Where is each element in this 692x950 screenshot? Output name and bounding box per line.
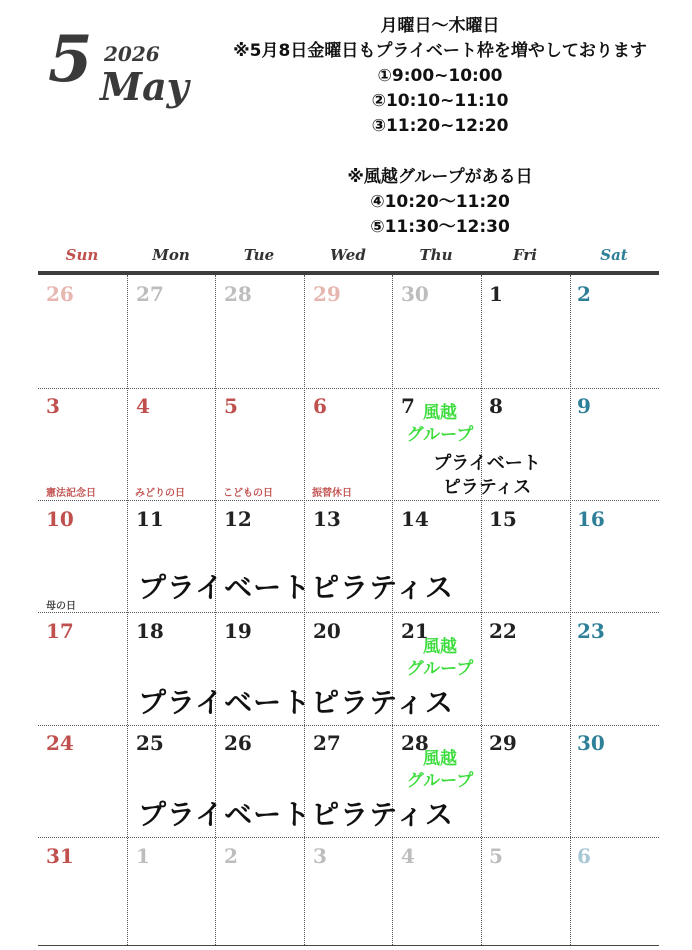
group-event-may-28[interactable] (400, 748, 480, 792)
schedule-notice (180, 14, 692, 240)
day-cell-may-25[interactable]: 25 (136, 731, 164, 755)
day-cell-may-14[interactable]: 14 (401, 507, 429, 531)
notice-line: ※風越グループがある日 (347, 167, 533, 187)
day-cell-may-9[interactable]: 9 (577, 394, 591, 418)
weekday-fri: Fri (513, 246, 537, 264)
grid-line (38, 837, 659, 838)
month-number: 5 (48, 22, 93, 97)
weekday-tue: Tue (243, 246, 275, 264)
private-event-band-week4[interactable]: プライベートピラティス (138, 686, 454, 719)
group-event-label: グループ (406, 425, 474, 445)
day-cell-may-27[interactable]: 27 (313, 731, 341, 755)
day-cell-may-6[interactable]: 6 (313, 394, 327, 418)
day-cell-may-7[interactable]: 7 (401, 394, 415, 418)
group-event-label: グループ (406, 771, 474, 791)
grid-line (304, 275, 305, 945)
day-cell-may-26[interactable]: 26 (224, 731, 252, 755)
grid-line (570, 275, 571, 945)
group-event-may-7[interactable] (400, 402, 480, 446)
day-cell-may-21[interactable]: 21 (401, 619, 429, 643)
day-cell-may-31[interactable]: 31 (46, 844, 74, 868)
day-cell-jun-1[interactable]: 1 (136, 844, 150, 868)
day-cell-jun-4[interactable]: 4 (401, 844, 415, 868)
grid-line (215, 275, 216, 945)
day-cell-may-3[interactable]: 3 (46, 394, 60, 418)
day-cell-may-15[interactable]: 15 (489, 507, 517, 531)
day-cell-may-24[interactable]: 24 (46, 731, 74, 755)
private-event-may-8[interactable] (418, 452, 556, 500)
year-label: 2026 (104, 42, 160, 66)
day-cell-may-8[interactable]: 8 (489, 394, 503, 418)
day-cell-apr-29[interactable]: 29 (313, 282, 341, 306)
weekday-wed: Wed (330, 246, 366, 264)
grid-line (127, 275, 128, 945)
holiday-label: 憲法記念日 (46, 488, 96, 499)
day-cell-may-11[interactable]: 11 (136, 507, 164, 531)
grid-line (392, 275, 393, 945)
day-cell-may-17[interactable]: 17 (46, 619, 74, 643)
day-cell-may-18[interactable]: 18 (136, 619, 164, 643)
day-cell-may-2[interactable]: 2 (577, 282, 591, 306)
group-event-label: 風越 (423, 403, 457, 423)
header-divider (38, 271, 659, 275)
day-cell-may-20[interactable]: 20 (313, 619, 341, 643)
day-cell-jun-2[interactable]: 2 (224, 844, 238, 868)
notice-line: 月曜日〜木曜日 (380, 16, 500, 36)
grid-line (38, 388, 659, 389)
grid-line (38, 612, 659, 613)
holiday-label: みどりの日 (135, 488, 185, 499)
day-cell-may-12[interactable]: 12 (224, 507, 252, 531)
group-event-label: グループ (406, 659, 474, 679)
group-event-may-21[interactable] (400, 636, 480, 680)
holiday-label: 母の日 (46, 601, 76, 612)
day-cell-jun-6[interactable]: 6 (577, 844, 591, 868)
notice-line: ①9:00~10:00 (377, 66, 503, 86)
day-cell-may-22[interactable]: 22 (489, 619, 517, 643)
grid-line (38, 725, 659, 726)
grid-line (38, 500, 659, 501)
notice-line: ※5月8日金曜日もプライベート枠を増やしております (233, 41, 647, 61)
day-cell-may-16[interactable]: 16 (577, 507, 605, 531)
day-cell-may-29[interactable]: 29 (489, 731, 517, 755)
bottom-divider (38, 945, 659, 946)
private-event-band-week3[interactable]: プライベートピラティス (138, 571, 454, 604)
notice-line: ②10:10~11:10 (371, 91, 509, 111)
weekday-thu: Thu (419, 246, 453, 264)
day-cell-apr-30[interactable]: 30 (401, 282, 429, 306)
weekday-mon: Mon (152, 246, 190, 264)
day-cell-may-4[interactable]: 4 (136, 394, 150, 418)
day-cell-may-10[interactable]: 10 (46, 507, 74, 531)
day-cell-may-23[interactable]: 23 (577, 619, 605, 643)
day-cell-may-13[interactable]: 13 (313, 507, 341, 531)
weekday-sun: Sun (65, 246, 99, 264)
day-cell-may-30[interactable]: 30 (577, 731, 605, 755)
notice-line: ④10:20〜11:20 (370, 192, 510, 212)
day-cell-may-19[interactable]: 19 (224, 619, 252, 643)
private-event-band-week5[interactable]: プライベートピラティス (138, 798, 454, 831)
notice-line: ③11:20~12:20 (371, 116, 509, 136)
day-cell-apr-26[interactable]: 26 (46, 282, 74, 306)
day-cell-jun-3[interactable]: 3 (313, 844, 327, 868)
day-cell-may-28[interactable]: 28 (401, 731, 429, 755)
group-event-label: 風越 (423, 749, 457, 769)
day-cell-may-5[interactable]: 5 (224, 394, 238, 418)
notice-line: ⑤11:30〜12:30 (370, 217, 510, 237)
group-event-label: 風越 (423, 637, 457, 657)
day-cell-jun-5[interactable]: 5 (489, 844, 503, 868)
holiday-label: 振替休日 (312, 488, 352, 499)
private-event-label: ピラティス (442, 477, 532, 498)
day-cell-apr-27[interactable]: 27 (136, 282, 164, 306)
holiday-label: こどもの日 (223, 488, 273, 499)
day-cell-may-1[interactable]: 1 (489, 282, 503, 306)
private-event-label: プライベート (433, 453, 541, 474)
month-name: May (100, 64, 189, 109)
grid-line (481, 275, 482, 945)
weekday-sat: Sat (600, 246, 628, 264)
day-cell-apr-28[interactable]: 28 (224, 282, 252, 306)
